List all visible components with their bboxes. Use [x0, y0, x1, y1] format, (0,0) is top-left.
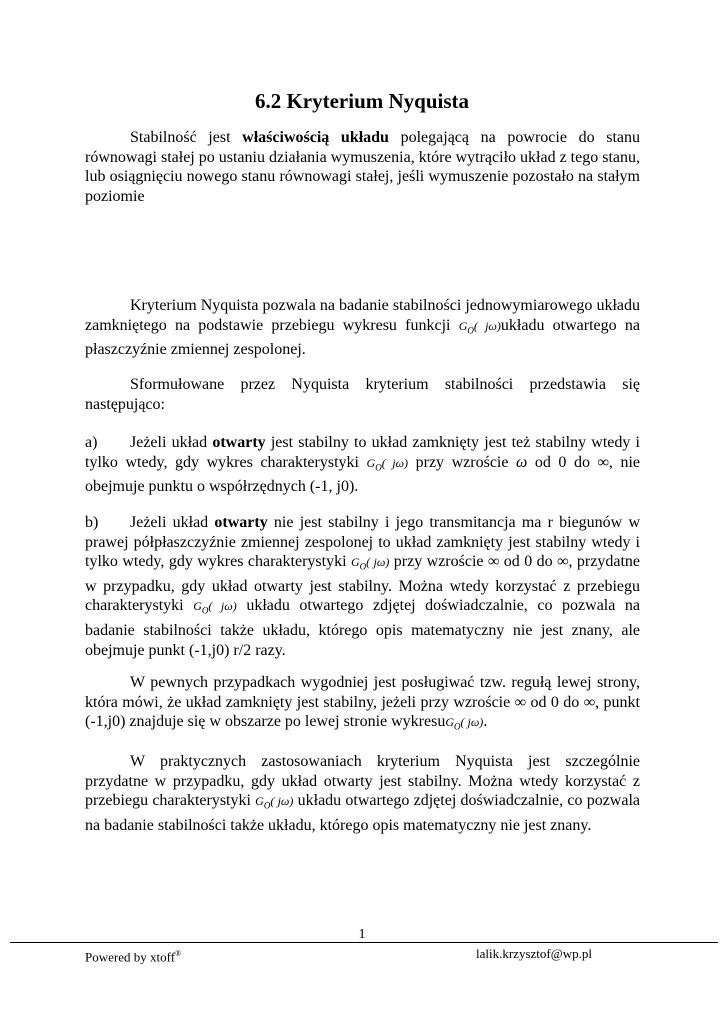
item-b-bold: otwarty	[214, 514, 268, 531]
math-go-jw: $G_O$( jω)	[193, 599, 237, 616]
infinity-symbol: ∞	[487, 553, 500, 570]
list-marker-b: b)	[85, 514, 99, 531]
item-b-text: od 0 do	[499, 553, 558, 570]
item-a-text: przy wzroście	[415, 453, 517, 471]
item-a-bold: otwarty	[212, 434, 266, 451]
paragraph-practical-applications	[85, 752, 640, 835]
math-go-jw: $G_O$( jω)	[366, 455, 409, 472]
registered-mark: ®	[175, 949, 182, 958]
list-item-b	[85, 513, 640, 660]
infinity-symbol: ∞	[583, 693, 596, 711]
p4-text: od 0 do	[526, 693, 584, 711]
p5-text: układu otwartego zdjętej doświadczalnie, co pozwala na badanie stabilności także układu, którego opis matematyczny nie jest znany.	[85, 792, 640, 834]
omega-symbol: ω	[516, 453, 528, 471]
item-b-text: nie jest stabilny i jego transmitancja ma r biegunów w prawej półpłaszczyźnie zmiennej zespolonej to układ zamknięty jest stabilny wtedy i tylko wtedy, gdy wykres charakterystyki	[85, 514, 641, 570]
item-b-text: przy wzroście	[389, 553, 488, 570]
p1-text: Stabilność jest	[130, 129, 243, 146]
paragraph-left-side-rule	[85, 673, 640, 737]
footer-email: lalik.krzysztof@wp.pl	[476, 946, 592, 961]
p5-text: W praktycznych zastosowaniach kryterium Nyquista jest szczególnie przydatne w przypadku, gdy układ otwarty jest stabilny. Można wtedy korzystać z przebiegu charakterystyki	[85, 753, 640, 809]
item-a-text: Jeżeli układ	[130, 434, 213, 451]
list-item-a	[85, 433, 640, 497]
p4-text: .	[483, 713, 488, 730]
paragraph-criterion-statement: Sformułowane przez Nyquista kryterium stabilności przedstawia się następująco:	[85, 376, 640, 413]
item-a-text: od 0 do	[527, 453, 598, 471]
paragraph-stability-definition	[85, 128, 640, 206]
p2-text: Kryterium Nyquista pozwala na badanie stabilności jednowymiarowego układu zamkniętego na podstawie przebiegu wykresu funkcji	[85, 297, 640, 334]
p1-text: polegającą na powrocie do stanu równowagi stałej po ustaniu działania wymuszenia, które wytrąciło układ z tego stanu, lub osiągnięciu nowego stanu równowagi stałej, jeśli wymuszenie pozostało na stałym poziomie	[85, 129, 640, 205]
math-go-jw: $G_O$( jω)	[458, 318, 501, 335]
item-a-text: , nie obejmuje punktu o współrzędnych (-1, j0).	[85, 453, 641, 496]
item-b-text: układu otwartego zdjętej doświadczalnie, co pozwala na badanie stabilności także układu, którego opis matematyczny nie jest znany, ale obejmuje punkt (-1,j0) r/2 razy.	[85, 597, 641, 659]
paragraph-criterion-intro	[85, 296, 640, 360]
footer-divider	[10, 942, 718, 943]
math-go-jw: $G_O$( jω)	[255, 794, 294, 811]
p4-text: W pewnych przypadkach wygodniej jest posługiwać tzw. regułą lewej strony, która mówi, że układ zamknięty jest stabilny, jeżeli przy wzroście	[85, 674, 640, 711]
p1-bold: właściwością układu	[242, 129, 389, 146]
item-b-text: , przydatne w przypadku, gdy układ otwarty jest stabilny. Można wtedy korzystać z przebiegu charakterystyki	[85, 553, 641, 615]
item-b-text: Jeżeli układ	[130, 514, 215, 531]
infinity-symbol: ∞	[597, 453, 609, 471]
p2-text: układu otwartego na płaszczyźnie zmiennej zespolonej.	[85, 316, 640, 359]
footer-powered-by: Powered by xtoff®	[85, 949, 182, 965]
infinity-symbol: ∞	[557, 553, 569, 570]
p4-text: , punkt (-1,j0) znajduje się w obszarze po lewej stronie wykresu	[85, 693, 641, 730]
page-number: 1	[358, 927, 366, 942]
infinity-symbol: ∞	[514, 693, 527, 711]
page-title: 6.2 Kryterium Nyquista	[254, 89, 470, 113]
math-go-jw: $G_O$( jω)	[350, 555, 390, 572]
math-go-jw: $G_O$( jω)	[445, 715, 484, 732]
list-marker-a: a)	[85, 434, 98, 451]
item-a-text: jest stabilny to układ zamknięty jest też stabilny wtedy i tylko wtedy, gdy wykres charakterystyki	[85, 434, 641, 471]
